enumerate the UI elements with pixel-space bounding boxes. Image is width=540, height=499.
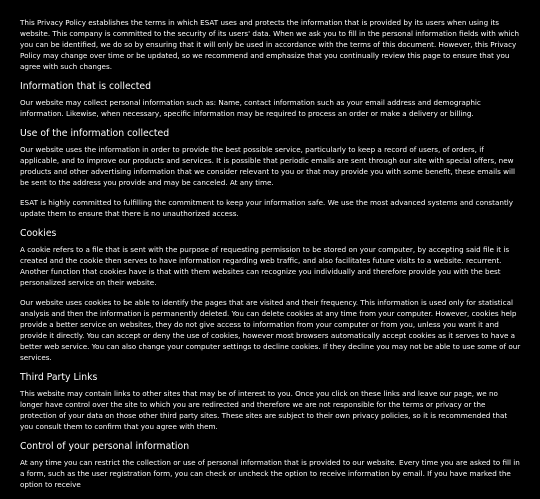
section-paragraph: At any time you can restrict the collection or use of personal information that is provided to our website. Every time you are asked to fill in a form, such as the user registration form, you can check or uncheck the option to receive information by email. If you have marked the option to receive [20, 458, 520, 489]
section-third-party-links [20, 372, 522, 432]
intro-paragraph: This Privacy Policy establishes the terms in which ESAT uses and protects the information that is provided by its users when using its website. This company is committed to the security of its users' data. When we ask you to fill in the personal information fields with which you can be identified, we do so by ensuring that it will only be used in accordance with the terms of this document. However, this Privacy Policy may change over time or be updated, so we recommend and emphasize that you continually review this page to ensure that you agree with such changes. [20, 18, 520, 71]
section-control-personal-information [20, 441, 522, 490]
section-paragraph: This website may contain links to other sites that may be of interest to you. Once you click on these links and leave our page, we no longer have control over the site to which you are redirected and therefore we are not responsible for the terms or privacy or the protection of your data on those other third party sites. These sites are subject to their own privacy policies, so it is recommended that you consult them to confirm that you agree with them. [20, 389, 508, 431]
section-heading: Cookies [20, 228, 57, 239]
section-paragraph: Our website uses the information in order to provide the best possible service, particularly to keep a record of users, of orders, if applicable, and to improve our products and services. It is possible that periodic emails are sent through our site with special offers, new products and other advertising information that we consider relevant to you or that may provide you with some benefit, these emails will be sent to the address you provide and may be canceled. At any time. [20, 145, 515, 187]
section-paragraph: Our website uses cookies to be able to identify the pages that are visited and their frequency. This information is used only for statistical analysis and then the information is permanently deleted. You can delete cookies at any time from your computer. However, cookies help provide a better service on websites, they do not give access to information from your computer or from you, unless you want it and provide it directly. You can accept or deny the use of cookies, however most browsers automatically accept cookies as it serves to have a better web service. You can also change your computer settings to decline cookies. If they decline you may not be able to use some of our services. [20, 298, 521, 362]
section-information-collected [20, 81, 522, 119]
section-paragraph: A cookie refers to a file that is sent with the purpose of requesting permission to be stored on your computer, by accepting said file it is created and the cookie then serves to have information regarding web traffic, and also facilitates future visits to a website. recurrent. Another function that cookies have is that with them websites can recognize you individually and therefore provide you with the best personalized service on their website. [20, 245, 510, 287]
section-heading: Use of the information collected [20, 128, 170, 139]
section-heading: Third Party Links [20, 372, 98, 383]
section-heading: Control of your personal information [20, 441, 190, 452]
section-paragraph: ESAT is highly committed to fulfilling the commitment to keep your information safe. We use the most advanced systems and constantly update them to ensure that there is no unauthorized access. [20, 198, 514, 218]
section-heading: Information that is collected [20, 81, 152, 92]
privacy-policy-document [20, 17, 522, 499]
section-paragraph: Our website may collect personal information such as: Name, contact information such as your email address and demographic information. Likewise, when necessary, specific information may be required to process an order or make a delivery or billing. [20, 98, 481, 118]
section-cookies [20, 228, 522, 363]
section-use-of-information [20, 128, 522, 219]
